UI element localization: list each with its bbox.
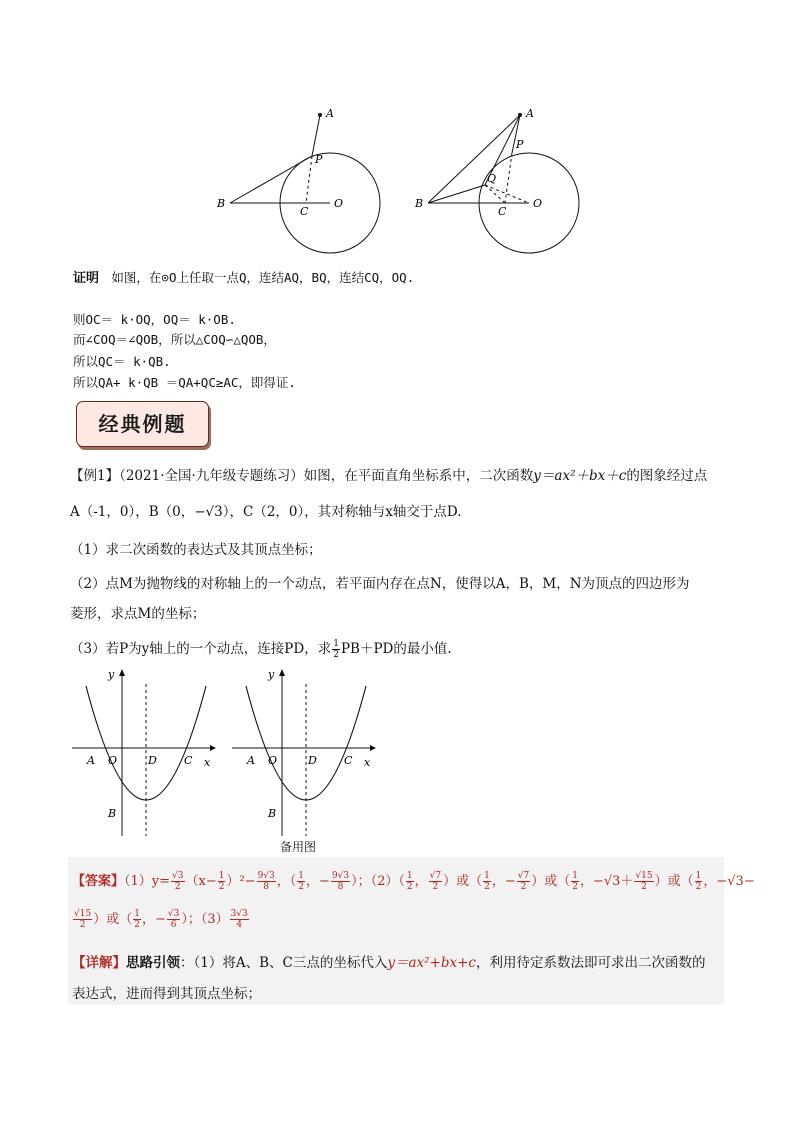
d: 2 [695,882,702,892]
n: √3 [172,871,184,881]
detail-equation: y＝ax²+bx+c [387,955,476,971]
parabola-graph-1 [66,664,226,844]
n: 9√3 [257,871,275,881]
t: ）或（ [531,874,571,889]
d: 2 [572,882,578,892]
label-Q: Q [487,172,497,185]
label-C: C [344,754,353,767]
frac [133,909,141,930]
d: 2 [174,882,181,892]
n: 1 [406,871,413,881]
axis-x: x [364,756,371,769]
frac [517,871,530,892]
label-D: D [148,754,157,767]
example-line-1 [70,464,707,484]
hint-label: 思路引领 [126,955,180,971]
d: 2 [134,920,140,930]
label-P: P [516,138,524,151]
n: 1 [572,871,578,881]
t: ，− [306,874,330,889]
answer-line-1 [72,870,755,892]
n: 1 [484,871,490,881]
label-A: A [87,754,95,767]
proof-intro-text: 如图，在⊙O上任取一点Q，连结AQ，BQ，连结CQ，OQ. [111,270,415,285]
answer-part1: （1）y= [124,874,171,889]
n: 1 [298,871,305,881]
label-C: C [300,205,309,218]
answer-line-2 [72,908,250,930]
question-2-line-1: （2）点M为抛物线的对称轴上的一个动点，若平面内存在点N，使得以A，B，M，N为顶点的四边形为 [70,576,690,592]
frac [171,871,184,892]
question-2-line-2: 菱形，求点M的坐标； [70,606,206,622]
detail-line-1 [72,951,705,971]
frac [406,871,414,892]
n: 3√3 [230,909,248,919]
t: ）；（2）（ [351,874,405,889]
t: ，（ [276,874,297,889]
parabola-graph-2 [226,664,386,844]
t: ）或（ [443,874,483,889]
fraction-denominator: 2 [333,650,339,660]
frac [230,909,249,930]
frac [297,871,305,892]
proof-line-2: 而∠COQ＝∠QOB，所以△COQ∽△QOB， [73,332,276,347]
question-3-start: （3）若P为y轴上的一个动点，连接PD，求 [70,641,332,657]
d: 8 [263,882,270,892]
label-A: A [247,754,255,767]
t: ，− [491,874,516,889]
label-A: A [326,107,334,120]
label-A: A [526,107,534,120]
t: ， [414,874,428,889]
n: √7 [517,871,530,881]
geometry-figure-right [410,100,600,260]
t: ）或（ [93,912,133,927]
label-C: C [184,754,193,767]
example-line-2: A（-1，0），B（0，−√3），C（2，0），其对称轴与x轴交于点D. [70,504,462,520]
frac [73,909,92,930]
n: √15 [635,871,653,881]
d: 2 [432,882,439,892]
fraction-numerator: 1 [333,639,339,649]
n: 9√3 [331,871,350,881]
section-title-box [76,401,209,447]
label-O: O [108,754,118,767]
proof-line-4: 所以QA+ k·QB ＝QA+QC≥AC，即得证. [73,375,296,390]
label-O: O [533,197,543,210]
geometry-figure-left [210,100,400,260]
t: ，−√3− [703,874,755,889]
d: 2 [484,882,490,892]
frac [634,871,653,892]
example-equation: y＝ax²＋bx＋c [533,468,627,484]
t: ）²− [226,874,256,889]
label-O: O [334,197,344,210]
d: 2 [641,882,647,892]
proof-line-3: 所以QC＝ k·QB. [73,354,171,369]
n: √15 [74,909,92,919]
t: （x− [185,874,217,889]
label-O: O [268,754,278,767]
label-D: D [308,754,317,767]
n: √7 [429,871,442,881]
t: ）；（3） [181,912,229,927]
frac [571,871,579,892]
n: 1 [695,871,702,881]
question-3-end: PB＋PD的最小值. [340,641,452,657]
frac [218,871,226,892]
label-B: B [268,807,277,820]
d: 6 [170,920,177,930]
d: 2 [79,920,86,930]
answer-label: 【答案】 [72,874,125,889]
detail-text-end: ，利用待定系数法即可求出二次函数的 [475,955,706,971]
d: 4 [236,920,243,930]
detail-label: 【详解】 [72,955,126,971]
frac [695,871,703,892]
detail-text: ：（1）将A、B、C三点的坐标代入 [180,955,388,971]
section-title: 经典例题 [98,412,187,436]
label-B: B [415,197,424,210]
frac [167,909,180,930]
graph-caption: 备用图 [280,840,317,854]
label-B: B [217,197,226,210]
t: ，− [141,912,166,927]
proof-intro [73,267,414,286]
label-C: C [498,205,507,218]
n: 1 [134,909,140,919]
question-3 [70,637,452,660]
axis-x: x [204,756,211,769]
label-B: B [108,807,117,820]
frac [331,871,350,892]
d: 2 [298,882,305,892]
t: ，−√3＋ [579,874,634,889]
example-intro-end: 的图象经过点 [626,468,708,484]
n: √3 [167,909,180,919]
example-intro: 【例1】（2021·全国·九年级专题练习）如图，在平面直角坐标系中，二次函数 [70,468,534,484]
detail-line-2: 表达式，进而得到其顶点坐标； [72,986,261,1002]
d: 2 [218,882,225,892]
n: 1 [218,871,225,881]
frac [483,871,491,892]
question-1: （1）求二次函数的表达式及其顶点坐标； [70,542,322,558]
t: ）或（ [654,874,694,889]
axis-y: y [268,668,275,681]
axis-y: y [108,668,115,681]
d: 2 [520,882,527,892]
frac [429,871,442,892]
frac [257,871,276,892]
label-P: P [315,153,323,166]
proof-label: 证明 [73,271,100,286]
d: 8 [337,882,344,892]
proof-line-1: 则OC＝ k·OQ，OQ＝ k·OB. [73,312,236,327]
d: 2 [406,882,413,892]
fraction-half [332,639,340,660]
